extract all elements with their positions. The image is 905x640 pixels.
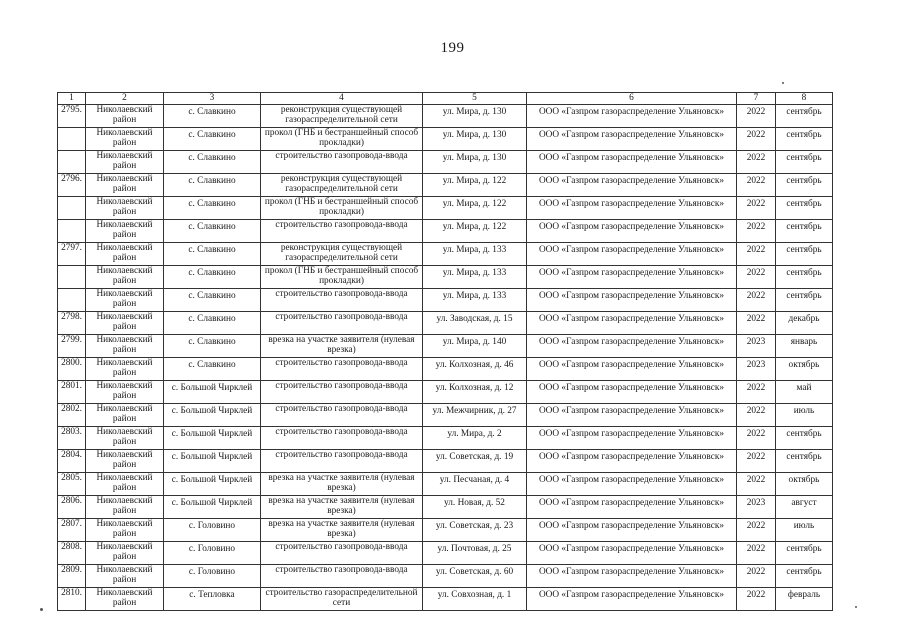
settlement-cell: с. Большой Чирклей [164, 403, 261, 426]
work-type-cell: строительство газопровода-ввода [261, 449, 423, 472]
address-cell: ул. Новая, д. 52 [423, 495, 527, 518]
column-header-3: 3 [164, 93, 261, 105]
district-cell: Николаевский район [86, 403, 164, 426]
address-cell: ул. Мира, д. 133 [423, 288, 527, 311]
address-cell: ул. Мира, д. 122 [423, 173, 527, 196]
year-cell: 2022 [737, 127, 776, 150]
work-type-cell: строительство газораспределительной сети [261, 587, 423, 610]
work-type-cell: реконструкция существующей газораспределительной сети [261, 173, 423, 196]
month-cell: сентябрь [776, 104, 833, 127]
district-cell: Николаевский район [86, 265, 164, 288]
organization-cell: ООО «Газпром газораспределение Ульяновск» [527, 587, 737, 610]
row-number: 2807. [58, 518, 86, 541]
settlement-cell: с. Славкино [164, 265, 261, 288]
table-row [58, 541, 833, 564]
settlement-cell: с. Большой Чирклей [164, 426, 261, 449]
month-cell: сентябрь [776, 219, 833, 242]
year-cell: 2023 [737, 357, 776, 380]
row-number: 2798. [58, 311, 86, 334]
district-cell: Николаевский район [86, 173, 164, 196]
row-number: 2800. [58, 357, 86, 380]
month-cell: сентябрь [776, 242, 833, 265]
table-row [58, 472, 833, 495]
organization-cell: ООО «Газпром газораспределение Ульяновск» [527, 127, 737, 150]
organization-cell: ООО «Газпром газораспределение Ульяновск» [527, 541, 737, 564]
row-number [58, 265, 86, 288]
organization-cell: ООО «Газпром газораспределение Ульяновск» [527, 564, 737, 587]
work-type-cell: строительство газопровода-ввода [261, 288, 423, 311]
year-cell: 2022 [737, 196, 776, 219]
address-cell: ул. Советская, д. 23 [423, 518, 527, 541]
organization-cell: ООО «Газпром газораспределение Ульяновск» [527, 265, 737, 288]
work-type-cell: прокол (ГНБ и бестраншейный способ прокладки) [261, 265, 423, 288]
settlement-cell: с. Славкино [164, 196, 261, 219]
settlement-cell: с. Славкино [164, 173, 261, 196]
district-cell: Николаевский район [86, 150, 164, 173]
district-cell: Николаевский район [86, 518, 164, 541]
district-cell: Николаевский район [86, 127, 164, 150]
year-cell: 2022 [737, 541, 776, 564]
table-row [58, 403, 833, 426]
address-cell: ул. Мира, д. 130 [423, 127, 527, 150]
month-cell: сентябрь [776, 150, 833, 173]
month-cell: сентябрь [776, 173, 833, 196]
table-row [58, 265, 833, 288]
work-type-cell: строительство газопровода-ввода [261, 541, 423, 564]
settlement-cell: с. Большой Чирклей [164, 495, 261, 518]
work-type-cell: врезка на участке заявителя (нулевая врезка) [261, 518, 423, 541]
row-number [58, 288, 86, 311]
district-cell: Николаевский район [86, 495, 164, 518]
year-cell: 2022 [737, 380, 776, 403]
column-header-4: 4 [261, 93, 423, 105]
organization-cell: ООО «Газпром газораспределение Ульяновск» [527, 150, 737, 173]
organization-cell: ООО «Газпром газораспределение Ульяновск» [527, 334, 737, 357]
district-cell: Николаевский район [86, 541, 164, 564]
row-number [58, 219, 86, 242]
month-cell: июль [776, 403, 833, 426]
year-cell: 2022 [737, 403, 776, 426]
month-cell: октябрь [776, 472, 833, 495]
district-cell: Николаевский район [86, 587, 164, 610]
year-cell: 2022 [737, 219, 776, 242]
work-type-cell: строительство газопровода-ввода [261, 357, 423, 380]
year-cell: 2022 [737, 150, 776, 173]
month-cell: январь [776, 334, 833, 357]
organization-cell: ООО «Газпром газораспределение Ульяновск» [527, 472, 737, 495]
work-type-cell: строительство газопровода-ввода [261, 311, 423, 334]
row-number: 2795. [58, 104, 86, 127]
month-cell: февраль [776, 587, 833, 610]
row-number: 2804. [58, 449, 86, 472]
settlement-cell: с. Головино [164, 518, 261, 541]
table-row [58, 449, 833, 472]
settlement-cell: с. Славкино [164, 334, 261, 357]
settlement-cell: с. Тепловка [164, 587, 261, 610]
organization-cell: ООО «Газпром газораспределение Ульяновск» [527, 288, 737, 311]
month-cell: сентябрь [776, 265, 833, 288]
year-cell: 2022 [737, 426, 776, 449]
address-cell: ул. Мира, д. 122 [423, 219, 527, 242]
table-row [58, 357, 833, 380]
settlement-cell: с. Славкино [164, 150, 261, 173]
work-type-cell: строительство газопровода-ввода [261, 150, 423, 173]
table-row [58, 127, 833, 150]
district-cell: Николаевский район [86, 472, 164, 495]
address-cell: ул. Советская, д. 19 [423, 449, 527, 472]
address-cell: ул. Мира, д. 133 [423, 242, 527, 265]
address-cell: ул. Колхозная, д. 12 [423, 380, 527, 403]
table-row [58, 219, 833, 242]
month-cell: сентябрь [776, 449, 833, 472]
district-cell: Николаевский район [86, 242, 164, 265]
table-row [58, 564, 833, 587]
table-row [58, 334, 833, 357]
work-type-cell: строительство газопровода-ввода [261, 564, 423, 587]
table-body [58, 104, 833, 610]
month-cell: сентябрь [776, 288, 833, 311]
month-cell: сентябрь [776, 564, 833, 587]
settlement-cell: с. Большой Чирклей [164, 380, 261, 403]
address-cell: ул. Межчирник, д. 27 [423, 403, 527, 426]
data-table [57, 92, 833, 611]
district-cell: Николаевский район [86, 334, 164, 357]
settlement-cell: с. Славкино [164, 127, 261, 150]
settlement-cell: с. Славкино [164, 219, 261, 242]
organization-cell: ООО «Газпром газораспределение Ульяновск» [527, 196, 737, 219]
row-number: 2809. [58, 564, 86, 587]
month-cell: сентябрь [776, 426, 833, 449]
organization-cell: ООО «Газпром газораспределение Ульяновск» [527, 173, 737, 196]
organization-cell: ООО «Газпром газораспределение Ульяновск» [527, 104, 737, 127]
row-number: 2808. [58, 541, 86, 564]
district-cell: Николаевский район [86, 196, 164, 219]
work-type-cell: строительство газопровода-ввода [261, 426, 423, 449]
settlement-cell: с. Головино [164, 564, 261, 587]
work-type-cell: строительство газопровода-ввода [261, 403, 423, 426]
district-cell: Николаевский район [86, 449, 164, 472]
work-type-cell: врезка на участке заявителя (нулевая врезка) [261, 495, 423, 518]
column-header-8: 8 [776, 93, 833, 105]
table-row [58, 242, 833, 265]
district-cell: Николаевский район [86, 288, 164, 311]
month-cell: сентябрь [776, 196, 833, 219]
settlement-cell: с. Головино [164, 541, 261, 564]
row-number: 2806. [58, 495, 86, 518]
year-cell: 2023 [737, 495, 776, 518]
organization-cell: ООО «Газпром газораспределение Ульяновск» [527, 311, 737, 334]
year-cell: 2022 [737, 173, 776, 196]
district-cell: Николаевский район [86, 357, 164, 380]
address-cell: ул. Колхозная, д. 46 [423, 357, 527, 380]
address-cell: ул. Заводская, д. 15 [423, 311, 527, 334]
work-type-cell: прокол (ГНБ и бестраншейный способ прокладки) [261, 196, 423, 219]
year-cell: 2022 [737, 449, 776, 472]
row-number [58, 196, 86, 219]
row-number: 2805. [58, 472, 86, 495]
table-row [58, 518, 833, 541]
address-cell: ул. Мира, д. 130 [423, 104, 527, 127]
organization-cell: ООО «Газпром газораспределение Ульяновск» [527, 518, 737, 541]
settlement-cell: с. Славкино [164, 104, 261, 127]
year-cell: 2022 [737, 104, 776, 127]
month-cell: июль [776, 518, 833, 541]
settlement-cell: с. Большой Чирклей [164, 472, 261, 495]
address-cell: ул. Мира, д. 133 [423, 265, 527, 288]
address-cell: ул. Совхозная, д. 1 [423, 587, 527, 610]
table-row [58, 196, 833, 219]
year-cell: 2022 [737, 311, 776, 334]
settlement-cell: с. Большой Чирклей [164, 449, 261, 472]
column-header-6: 6 [527, 93, 737, 105]
table-row [58, 150, 833, 173]
organization-cell: ООО «Газпром газораспределение Ульяновск» [527, 357, 737, 380]
page-number: 199 [440, 40, 465, 56]
address-cell: ул. Мира, д. 140 [423, 334, 527, 357]
table-row [58, 311, 833, 334]
column-header-5: 5 [423, 93, 527, 105]
organization-cell: ООО «Газпром газораспределение Ульяновск» [527, 495, 737, 518]
table-row [58, 495, 833, 518]
district-cell: Николаевский район [86, 219, 164, 242]
district-cell: Николаевский район [86, 426, 164, 449]
month-cell: декабрь [776, 311, 833, 334]
work-type-cell: врезка на участке заявителя (нулевая врезка) [261, 472, 423, 495]
organization-cell: ООО «Газпром газораспределение Ульяновск» [527, 219, 737, 242]
month-cell: май [776, 380, 833, 403]
address-cell: ул. Советская, д. 60 [423, 564, 527, 587]
month-cell: август [776, 495, 833, 518]
address-cell: ул. Мира, д. 122 [423, 196, 527, 219]
row-number [58, 127, 86, 150]
year-cell: 2022 [737, 564, 776, 587]
row-number [58, 150, 86, 173]
work-type-cell: врезка на участке заявителя (нулевая врезка) [261, 334, 423, 357]
year-cell: 2022 [737, 242, 776, 265]
organization-cell: ООО «Газпром газораспределение Ульяновск» [527, 380, 737, 403]
column-header-7: 7 [737, 93, 776, 105]
header-row [58, 93, 833, 105]
year-cell: 2022 [737, 265, 776, 288]
row-number: 2796. [58, 173, 86, 196]
work-type-cell: прокол (ГНБ и бестраншейный способ прокладки) [261, 127, 423, 150]
work-type-cell: реконструкция существующей газораспределительной сети [261, 242, 423, 265]
settlement-cell: с. Славкино [164, 242, 261, 265]
organization-cell: ООО «Газпром газораспределение Ульяновск» [527, 449, 737, 472]
month-cell: октябрь [776, 357, 833, 380]
table-row [58, 173, 833, 196]
address-cell: ул. Мира, д. 130 [423, 150, 527, 173]
scan-speck [40, 608, 43, 611]
row-number: 2801. [58, 380, 86, 403]
month-cell: сентябрь [776, 127, 833, 150]
table-row [58, 288, 833, 311]
district-cell: Николаевский район [86, 311, 164, 334]
district-cell: Николаевский район [86, 380, 164, 403]
year-cell: 2023 [737, 334, 776, 357]
organization-cell: ООО «Газпром газораспределение Ульяновск» [527, 426, 737, 449]
column-header-2: 2 [86, 93, 164, 105]
row-number: 2797. [58, 242, 86, 265]
column-header-1: 1 [58, 93, 86, 105]
table-row [58, 380, 833, 403]
row-number: 2803. [58, 426, 86, 449]
scan-speck [782, 82, 784, 84]
row-number: 2802. [58, 403, 86, 426]
scan-speck [855, 606, 857, 608]
year-cell: 2022 [737, 518, 776, 541]
settlement-cell: с. Славкино [164, 311, 261, 334]
address-cell: ул. Мира, д. 2 [423, 426, 527, 449]
year-cell: 2022 [737, 587, 776, 610]
organization-cell: ООО «Газпром газораспределение Ульяновск» [527, 242, 737, 265]
year-cell: 2022 [737, 472, 776, 495]
district-cell: Николаевский район [86, 564, 164, 587]
address-cell: ул. Почтовая, д. 25 [423, 541, 527, 564]
table-row [58, 587, 833, 610]
settlement-cell: с. Славкино [164, 357, 261, 380]
row-number: 2810. [58, 587, 86, 610]
month-cell: сентябрь [776, 541, 833, 564]
work-type-cell: реконструкция существующей газораспределительной сети [261, 104, 423, 127]
table-row [58, 104, 833, 127]
year-cell: 2022 [737, 288, 776, 311]
work-type-cell: строительство газопровода-ввода [261, 380, 423, 403]
organization-cell: ООО «Газпром газораспределение Ульяновск» [527, 403, 737, 426]
work-type-cell: строительство газопровода-ввода [261, 219, 423, 242]
address-cell: ул. Песчаная, д. 4 [423, 472, 527, 495]
settlement-cell: с. Славкино [164, 288, 261, 311]
row-number: 2799. [58, 334, 86, 357]
district-cell: Николаевский район [86, 104, 164, 127]
table-row [58, 426, 833, 449]
